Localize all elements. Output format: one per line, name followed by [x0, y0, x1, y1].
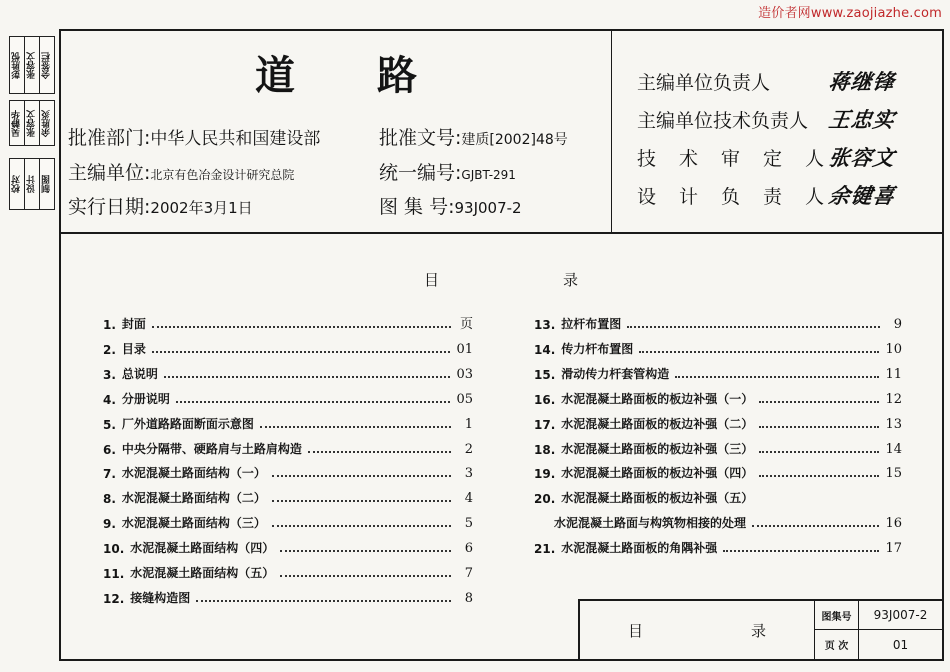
toc-item-text: 水泥混凝土路面板的板边补强（一） [561, 391, 754, 406]
toc-leader-dots [675, 376, 879, 378]
signoff-strip-middle [9, 100, 55, 146]
atlas-number-value: 93J007-2 [454, 199, 522, 217]
atlas-key: 图集号 [815, 601, 859, 629]
title-block-row [815, 630, 942, 659]
person-role: 主编单位技术负责人 [637, 109, 809, 132]
toc-leader-dots [280, 575, 451, 577]
approval-dept-label: 批准部门: [68, 127, 151, 149]
toc-leader-dots [176, 401, 451, 403]
effective-date-value: 2002年3月1日 [150, 199, 253, 217]
toc-item [534, 312, 902, 332]
toc-leader-dots [164, 376, 451, 378]
toc-leader-dots [759, 451, 879, 453]
toc-item [534, 337, 902, 357]
toc-item-page: 9 [893, 317, 902, 332]
toc-item-text: 水泥混凝土路面结构（四） [130, 541, 275, 556]
toc-item-page: 15 [885, 466, 902, 482]
toc-leader-dots [272, 475, 451, 477]
signoff-cell: 校对 [11, 175, 22, 193]
toc-left-column [103, 312, 473, 606]
title-block-name [580, 601, 815, 659]
toc-item-number: 18. [534, 442, 556, 457]
person-signature: 王忠实 [827, 107, 897, 132]
toc-item [103, 461, 473, 481]
person-role: 技 术 审 定 人 [637, 147, 824, 170]
toc-leader-dots [280, 550, 451, 552]
signoff-strip-top [9, 36, 55, 94]
toc-right-column [534, 312, 902, 562]
toc-item [534, 511, 902, 531]
toc-item-text: 水泥混凝土路面与构筑物相接的处理 [554, 516, 747, 531]
toc-item [103, 312, 473, 332]
toc-item [534, 412, 902, 432]
toc-item-page: 2 [464, 441, 473, 457]
toc-item [103, 586, 473, 606]
toc-item [534, 437, 902, 457]
signoff-cell: 张容文 [26, 51, 37, 79]
toc-leader-dots [260, 426, 451, 428]
toc-item-text: 滑动传力杆套管构造 [561, 366, 670, 381]
unified-code-value: GJBT-291 [461, 168, 516, 182]
person-row [637, 138, 895, 176]
toc-item [103, 511, 473, 531]
unified-code-label: 统一编号: [379, 162, 462, 184]
toc-item-text: 传力杆布置图 [561, 341, 634, 356]
toc-item-number: 5. [103, 417, 116, 432]
toc-item-page: 5 [464, 516, 473, 532]
unified-code [379, 158, 516, 185]
toc-item-number: 16. [534, 392, 556, 407]
approval-doc-value: 建质[2002]48号 [461, 132, 568, 148]
title-block-name-b: 录 [751, 621, 767, 640]
person-role: 设 计 负 责 人 [637, 185, 824, 208]
toc-item-text: 水泥混凝土路面板的板边补强（二） [561, 416, 754, 431]
toc-title-right: 录 [563, 271, 579, 289]
approval-dept [68, 123, 320, 150]
toc-item-text: 水泥混凝土路面结构（五） [130, 566, 275, 580]
editor-unit-label: 主编单位: [68, 162, 151, 184]
approval-doc [379, 123, 568, 150]
toc-item-page: 3 [464, 466, 473, 482]
toc-item [534, 461, 902, 481]
atlas-number-label: 图 集 号: [379, 196, 455, 218]
toc-item-text: 厂外道路路面断面示意图 [121, 416, 254, 431]
signoff-cell: 彭胜悦 [11, 51, 22, 79]
toc-item [103, 412, 473, 432]
approval-dept-value: 中华人民共和国建设部 [150, 129, 321, 149]
toc-title-left: 目 [424, 271, 440, 289]
toc-item-text: 水泥混凝土路面板的角隅补强 [561, 541, 718, 556]
person-signature: 蒋继锋 [827, 69, 897, 94]
signoff-cell: 张容文 [26, 109, 37, 137]
toc-leader-dots [308, 451, 451, 453]
effective-date [68, 192, 253, 219]
toc-item-number: 4. [103, 392, 116, 407]
toc-leader-dots [272, 500, 451, 502]
toc-item-number: 19. [534, 467, 556, 482]
toc-item-number: 11. [103, 567, 125, 581]
toc-item-number: 14. [534, 342, 556, 357]
toc-item-page: 1 [464, 416, 473, 432]
toc-item-number: 8. [103, 492, 116, 507]
toc-leader-dots [723, 550, 879, 552]
toc-item-text: 中央分隔带、硬路肩与土路肩构造 [121, 441, 302, 456]
toc-item-number: 21. [534, 542, 556, 557]
toc-item-text: 封面 [121, 317, 146, 331]
watermark: 造价者网www.zaojiazhe.com [758, 6, 942, 21]
toc-item-number: 2. [103, 342, 116, 357]
toc-leader-dots [759, 475, 879, 477]
toc-item [534, 536, 902, 556]
signoff-cell: 会签栏 [41, 51, 52, 79]
toc-item-page: 14 [885, 441, 902, 457]
effective-date-label: 实行日期: [68, 196, 151, 218]
atlas-number [379, 192, 522, 219]
toc-item [534, 387, 902, 407]
toc-leader-dots [627, 326, 880, 328]
toc-item-number: 12. [103, 591, 125, 606]
signoff-cell: 制图 [41, 175, 52, 193]
person-row [637, 176, 895, 214]
toc-item [103, 486, 473, 506]
toc-item-page: 页 [459, 317, 473, 332]
toc-item-text: 水泥混凝土路面结构（一） [121, 466, 266, 481]
toc-item-page: 17 [885, 541, 902, 557]
title-block-grid [815, 601, 942, 659]
toc-item-text: 水泥混凝土路面结构（二） [121, 491, 266, 506]
approval-doc-label: 批准文号: [379, 127, 462, 149]
toc-item-number: 17. [534, 417, 556, 432]
toc-item-number: 7. [103, 467, 116, 482]
toc-leader-dots [759, 426, 879, 428]
toc-item [103, 536, 473, 556]
toc-item-text: 水泥混凝土路面板的板边补强（三） [561, 441, 754, 456]
toc-item [103, 561, 473, 581]
toc-item-number: 15. [534, 367, 556, 382]
toc-item-text: 水泥混凝土路面结构（三） [121, 516, 266, 531]
toc-item-number: 3. [103, 367, 116, 382]
person-role: 主编单位负责人 [637, 71, 771, 94]
toc-leader-dots [752, 525, 879, 527]
header-divider [59, 232, 944, 234]
title-block-name-a: 目 [627, 621, 643, 640]
toc-item-text: 目录 [121, 341, 146, 356]
toc-item [103, 337, 473, 357]
toc-item-text: 分册说明 [121, 391, 170, 406]
person-row [637, 100, 895, 138]
toc-item-page: 6 [464, 541, 473, 557]
toc-leader-dots [639, 351, 879, 353]
toc-item-number: 6. [103, 442, 116, 457]
toc-item [103, 437, 473, 457]
signoff-cell: 余胜炎 [41, 109, 52, 137]
page-value: 01 [892, 637, 909, 652]
page-title: 道路 [255, 53, 499, 99]
toc-item-page: 16 [885, 516, 902, 532]
toc-item-page: 7 [464, 566, 473, 581]
person-signature: 张容文 [827, 145, 897, 170]
toc-leader-dots [152, 326, 451, 328]
toc-item [103, 387, 473, 407]
toc-item-page: 01 [456, 341, 473, 357]
toc-item-page: 03 [456, 366, 473, 382]
toc-leader-dots [196, 600, 451, 602]
toc-item-text: 拉杆布置图 [561, 317, 622, 331]
toc-item [534, 362, 902, 382]
editor-unit-value: 北京有色冶金设计研究总院 [150, 168, 295, 182]
signoff-cell: 吴静华 [11, 109, 22, 137]
atlas-value: 93J007-2 [873, 608, 928, 622]
header-column-divider [611, 29, 612, 233]
toc-item-text: 水泥混凝土路面板的板边补强（五） [561, 491, 754, 506]
toc-item-number: 1. [103, 318, 116, 332]
toc-item-page: 05 [456, 391, 473, 407]
toc-leader-dots [152, 351, 451, 353]
toc-item-text: 接缝构造图 [130, 590, 191, 605]
toc-item [103, 362, 473, 382]
toc-leader-dots [272, 525, 451, 527]
toc-item-page: 11 [885, 366, 902, 382]
toc-item-number: 20. [534, 492, 556, 507]
person-row [637, 62, 895, 100]
toc-item-number: 10. [103, 542, 125, 557]
title-block [578, 599, 944, 661]
toc-item-page: 10 [885, 341, 902, 357]
person-signature: 余键喜 [827, 183, 897, 208]
toc-item-page: 4 [464, 491, 473, 507]
toc-item-number: 9. [103, 517, 116, 532]
editor-unit [68, 158, 294, 185]
toc-leader-dots [759, 401, 879, 403]
toc-item [534, 486, 902, 506]
toc-item-text: 水泥混凝土路面板的板边补强（四） [561, 466, 754, 481]
title-block-row [815, 601, 942, 630]
responsible-people [637, 62, 895, 214]
toc-item-text: 总说明 [121, 366, 158, 381]
toc-item-page: 12 [885, 391, 902, 407]
toc-item-page: 13 [885, 416, 902, 432]
signoff-strip-bottom [9, 158, 55, 210]
signoff-cell: 设计 [26, 175, 37, 193]
toc-item-page: 8 [464, 590, 473, 606]
toc-item-number: 13. [534, 318, 556, 332]
page-key: 页 次 [815, 630, 859, 659]
